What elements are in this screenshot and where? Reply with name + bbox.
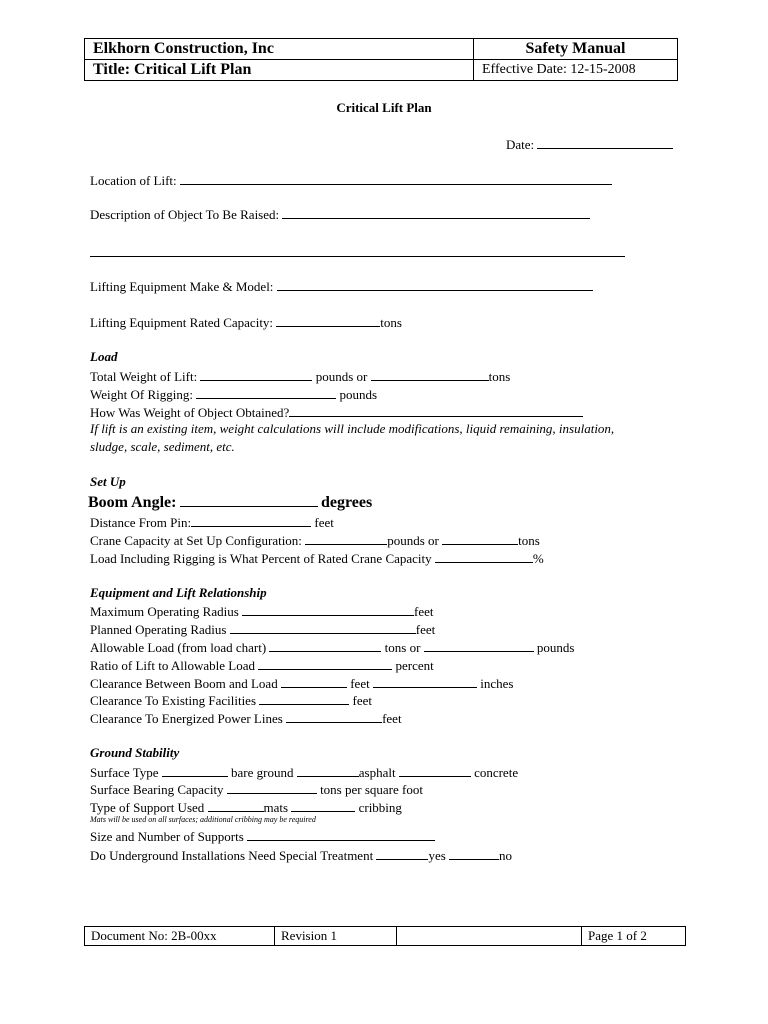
clear-boom-inches-blank[interactable] — [373, 675, 477, 688]
equipment-make-row — [90, 278, 593, 295]
tons-or-text: tons or — [384, 640, 421, 655]
rigging-label: Weight Of Rigging: — [90, 387, 193, 402]
surface-type-label: Surface Type — [90, 765, 159, 780]
allowable-load-label: Allowable Load (from load chart) — [90, 640, 267, 655]
bearing-label: Surface Bearing Capacity — [90, 782, 224, 797]
underground-label: Do Underground Installations Need Special Treatment — [90, 848, 374, 863]
company-name: Elkhorn Construction, Inc — [85, 39, 474, 60]
feet-text: feet — [414, 604, 434, 619]
planned-radius-row — [90, 621, 435, 638]
obtained-label: How Was Weight of Object Obtained? — [90, 405, 290, 420]
crane-pounds-blank[interactable] — [305, 532, 387, 545]
feet-text: feet — [352, 693, 372, 708]
pounds-text: pounds — [339, 387, 378, 402]
planned-radius-label: Planned Operating Radius — [90, 622, 227, 637]
percent-capacity-row — [90, 550, 544, 567]
description-blank[interactable] — [282, 206, 590, 219]
obtained-blank[interactable] — [289, 404, 583, 417]
total-weight-pounds-blank[interactable] — [200, 368, 312, 381]
ratio-label: Ratio of Lift to Allowable Load — [90, 658, 255, 673]
percent-capacity-label: Load Including Rigging is What Percent of Rated Crane Capacity — [90, 551, 432, 566]
clear-boom-label: Clearance Between Boom and Load — [90, 676, 278, 691]
clear-boom-row — [90, 675, 513, 692]
feet-text: feet — [350, 676, 370, 691]
clear-facilities-blank[interactable] — [259, 692, 349, 705]
location-blank[interactable] — [180, 172, 612, 185]
load-heading: Load — [90, 349, 118, 364]
total-weight-row — [90, 368, 510, 385]
bare-ground-text: bare ground — [231, 765, 294, 780]
ratio-row — [90, 657, 434, 674]
asphalt-text: asphalt — [358, 765, 396, 780]
boom-angle-row — [88, 494, 372, 512]
size-number-blank[interactable] — [247, 828, 435, 841]
no-text: no — [499, 848, 513, 863]
tons-sqft-text: tons per square foot — [320, 782, 423, 797]
distance-pin-row — [90, 514, 334, 531]
clear-power-row — [90, 710, 402, 727]
clear-facilities-row — [90, 692, 372, 709]
cribbing-blank[interactable] — [291, 799, 355, 812]
header-table — [84, 38, 678, 81]
rigging-row — [90, 386, 377, 403]
crane-tons-blank[interactable] — [442, 532, 518, 545]
planned-radius-blank[interactable] — [230, 621, 416, 634]
percent-text: percent — [395, 658, 434, 673]
pounds-or-text: pounds or — [387, 533, 439, 548]
crane-capacity-row — [90, 532, 540, 549]
support-type-label: Type of Support Used — [90, 800, 205, 815]
setup-heading: Set Up — [90, 474, 126, 489]
total-weight-label: Total Weight of Lift: — [90, 369, 198, 384]
page-number: Page 1 of 2 — [582, 927, 686, 946]
yes-text: yes — [428, 848, 446, 863]
support-type-row — [90, 799, 402, 816]
equipment-make-blank[interactable] — [277, 278, 593, 291]
allowable-pounds-blank[interactable] — [424, 639, 534, 652]
max-radius-row — [90, 603, 434, 620]
effective-date: Effective Date: 12-15-2008 — [474, 60, 678, 81]
bearing-blank[interactable] — [227, 781, 317, 794]
equipment-heading: Equipment and Lift Relationship — [90, 585, 267, 600]
feet-text: feet — [314, 515, 334, 530]
underground-row — [90, 847, 512, 864]
location-row — [90, 172, 612, 189]
distance-pin-label: Distance From Pin: — [90, 515, 192, 530]
ground-heading: Ground Stability — [90, 745, 180, 760]
clear-power-blank[interactable] — [286, 710, 382, 723]
manual-name: Safety Manual — [474, 39, 678, 60]
allowable-load-row — [90, 639, 574, 656]
doc-title-cell: Title: Critical Lift Plan — [85, 60, 474, 81]
boom-angle-label: Boom Angle: — [88, 494, 177, 511]
concrete-text: concrete — [474, 765, 519, 780]
cribbing-text: cribbing — [358, 800, 402, 815]
surface-type-row — [90, 764, 518, 781]
description-row — [90, 206, 590, 223]
rated-capacity-row — [90, 314, 402, 331]
mats-blank[interactable] — [208, 799, 264, 812]
rated-capacity-label: Lifting Equipment Rated Capacity: — [90, 315, 274, 330]
revision: Revision 1 — [275, 927, 397, 946]
size-number-label: Size and Number of Supports — [90, 829, 244, 844]
tons-text: tons — [518, 533, 540, 548]
total-weight-tons-blank[interactable] — [371, 368, 489, 381]
inches-text: inches — [480, 676, 514, 691]
equipment-make-label: Lifting Equipment Make & Model: — [90, 279, 274, 294]
ratio-blank[interactable] — [258, 657, 392, 670]
degrees-text: degrees — [320, 494, 373, 511]
location-label: Location of Lift: — [90, 173, 177, 188]
clear-power-label: Clearance To Energized Power Lines — [90, 711, 283, 726]
obtained-row — [90, 404, 583, 421]
pounds-or-text: pounds or — [315, 369, 368, 384]
pounds-text: pounds — [536, 640, 575, 655]
date-label: Date: — [506, 137, 535, 152]
footer-blank-cell — [397, 927, 582, 946]
percent-sign: % — [532, 551, 544, 566]
feet-text: feet — [382, 711, 402, 726]
document-number: Document No: 2B-00xx — [85, 927, 275, 946]
max-radius-blank[interactable] — [242, 603, 414, 616]
load-note: If lift is an existing item, weight calculations will include modifications, liquid remaining, insulation, sludge, scale, sediment, etc. — [90, 421, 615, 454]
bearing-row — [90, 781, 423, 798]
feet-text: feet — [415, 622, 436, 637]
footer-table — [84, 926, 686, 946]
no-blank[interactable] — [449, 847, 499, 860]
allowable-tons-blank[interactable] — [269, 639, 381, 652]
size-number-row — [90, 828, 435, 845]
mats-text: mats — [263, 800, 289, 815]
page-title: Critical Lift Plan — [336, 100, 432, 115]
percent-capacity-blank[interactable] — [435, 550, 533, 563]
mats-note: Mats will be used on all surfaces; additional cribbing may be required — [90, 815, 316, 824]
distance-pin-blank[interactable] — [191, 514, 311, 527]
date-blank[interactable] — [537, 136, 673, 149]
bare-ground-blank[interactable] — [162, 764, 228, 777]
asphalt-blank[interactable] — [297, 764, 359, 777]
yes-blank[interactable] — [376, 847, 428, 860]
crane-capacity-label: Crane Capacity at Set Up Configuration: — [90, 533, 302, 548]
max-radius-label: Maximum Operating Radius — [90, 604, 239, 619]
clear-boom-feet-blank[interactable] — [281, 675, 347, 688]
description-label: Description of Object To Be Raised: — [90, 207, 280, 222]
rated-capacity-blank[interactable] — [276, 314, 380, 327]
tons-unit: tons — [380, 315, 402, 330]
clear-facilities-label: Clearance To Existing Facilities — [90, 693, 257, 708]
description-blank-2[interactable] — [90, 256, 625, 257]
date-row — [506, 136, 673, 153]
concrete-blank[interactable] — [399, 764, 471, 777]
rigging-blank[interactable] — [196, 386, 336, 399]
boom-angle-blank[interactable] — [180, 494, 318, 507]
tons-text: tons — [488, 369, 511, 384]
